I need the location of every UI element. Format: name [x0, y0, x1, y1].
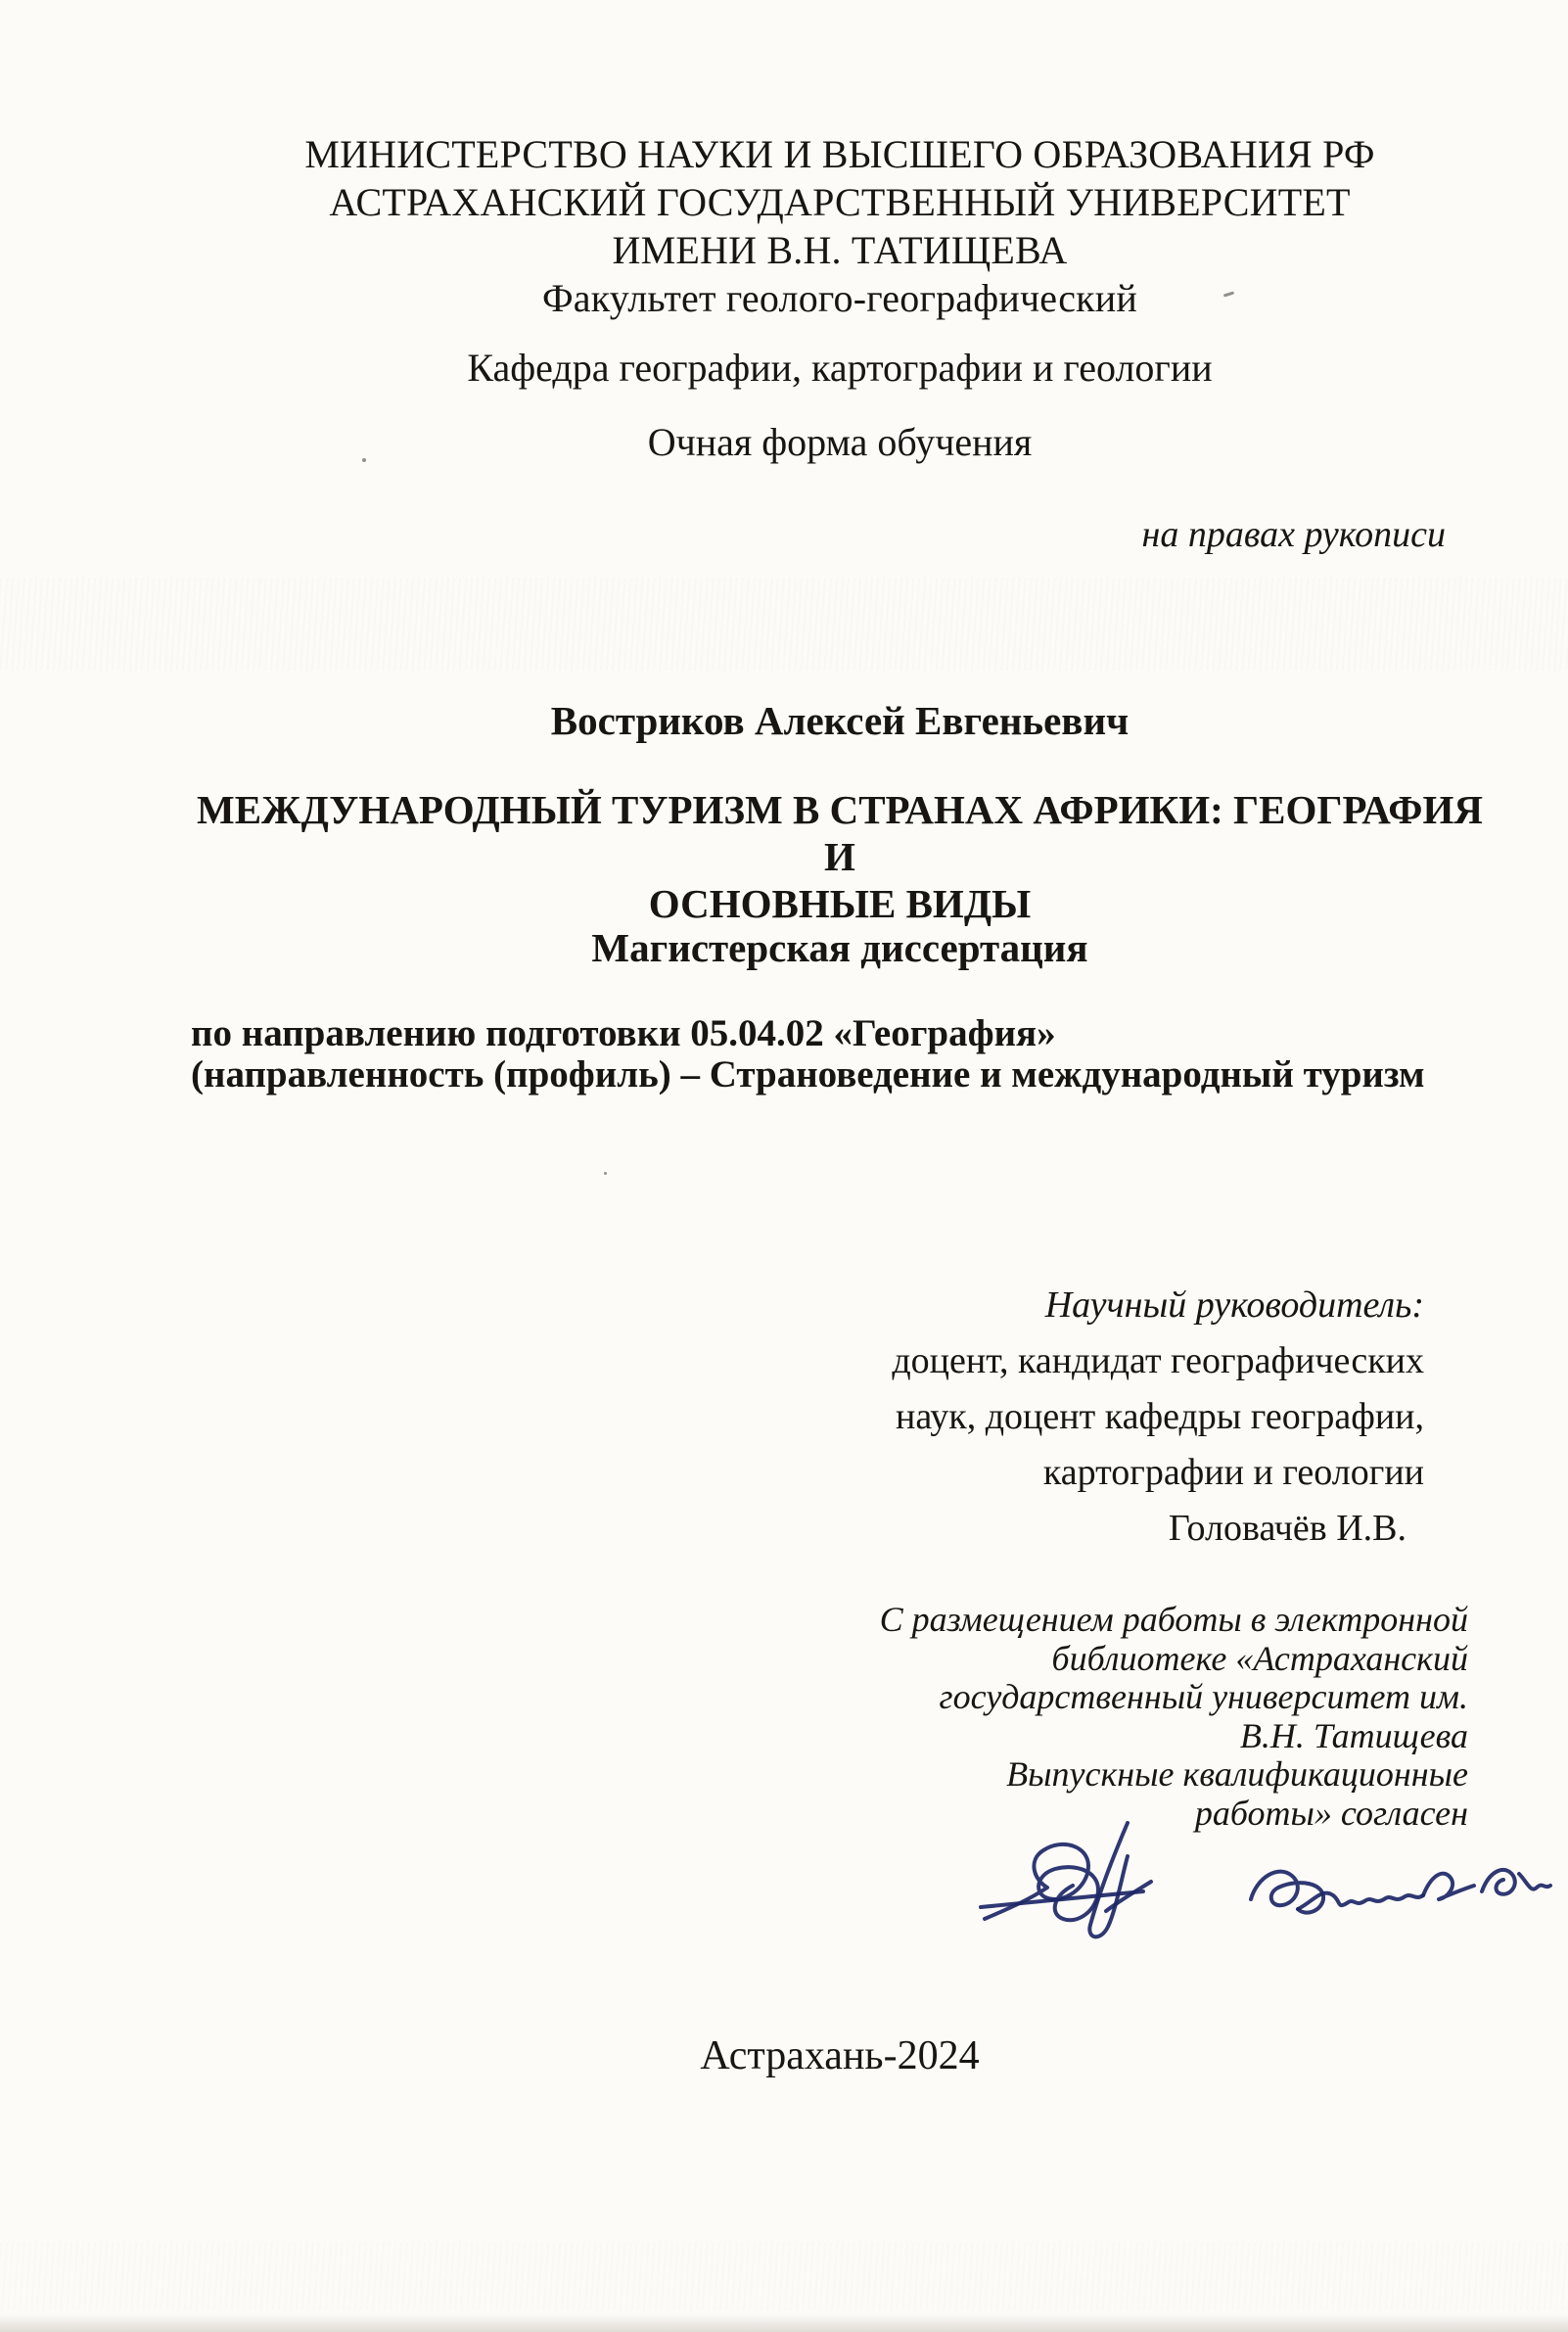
- scan-noise-band: [0, 2242, 1568, 2310]
- consent-block: [880, 1601, 1468, 1833]
- thesis-title: [196, 786, 1484, 927]
- author-signature: [1243, 1841, 1556, 1938]
- department-line: Кафедра географии, картографии и геологии: [467, 346, 1213, 390]
- faculty-line: Факультет геолого-географический: [541, 276, 1138, 320]
- ministry-line: МИНИСТЕРСТВО НАУКИ И ВЫСШЕГО ОБРАЗОВАНИЯ РФ: [304, 132, 1375, 176]
- program-line2: (направленность (профиль) – Страноведение и международный туризм: [191, 1053, 1425, 1096]
- consent-line1: С размещением работы в электронной: [879, 1600, 1468, 1639]
- consent-line3: государственный университет им.: [939, 1677, 1468, 1716]
- scan-speck: [604, 1172, 607, 1175]
- supervisor-name: Головачёв И.В.: [1168, 1508, 1407, 1549]
- program-block: [191, 1013, 1453, 1096]
- university-header: [196, 130, 1484, 322]
- consent-line4: В.Н. Татищева: [1239, 1715, 1468, 1755]
- consent-line2: библиотеке «Астраханский: [1051, 1638, 1468, 1678]
- supervisor-degree-line1: доцент, кандидат географических: [892, 1340, 1424, 1381]
- thesis-title-line2: ОСНОВНЫЕ ВИДЫ: [648, 881, 1032, 926]
- study-form-line: Очная форма обучения: [647, 420, 1033, 464]
- supervisor-block: [892, 1278, 1424, 1557]
- university-named-after-line: ИМЕНИ В.Н. ТАТИЩЕВА: [612, 228, 1068, 272]
- manuscript-rights-note: на правах рукописи: [1141, 514, 1446, 555]
- thesis-type: Магистерская диссертация: [591, 925, 1088, 970]
- scanner-edge-shadow: [0, 2314, 1568, 2332]
- consent-line6: работы» согласен: [1194, 1793, 1468, 1833]
- program-line1: по направлению подготовки 05.04.02 «География»: [191, 1012, 1056, 1054]
- city-year: Астрахань-2024: [700, 2033, 980, 2078]
- supervisor-degree-line3: картографии и геологии: [1042, 1452, 1424, 1493]
- supervisor-label: Научный руководитель:: [1044, 1284, 1424, 1326]
- supervisor-degree-line2: наук, доцент кафедры географии,: [895, 1396, 1424, 1437]
- consent-line5: Выпускные квалификационные: [1006, 1754, 1468, 1794]
- thesis-title-line1: МЕЖДУНАРОДНЫЙ ТУРИЗМ В СТРАНАХ АФРИКИ: ГЕОГРАФИЯ И: [197, 787, 1483, 879]
- supervisor-signature: [979, 1817, 1253, 1964]
- author-name: Востриков Алексей Евгеньевич: [550, 698, 1130, 743]
- scan-noise-band: [0, 578, 1568, 671]
- university-name-line: АСТРАХАНСКИЙ ГОСУДАРСТВЕННЫЙ УНИВЕРСИТЕТ: [329, 180, 1351, 224]
